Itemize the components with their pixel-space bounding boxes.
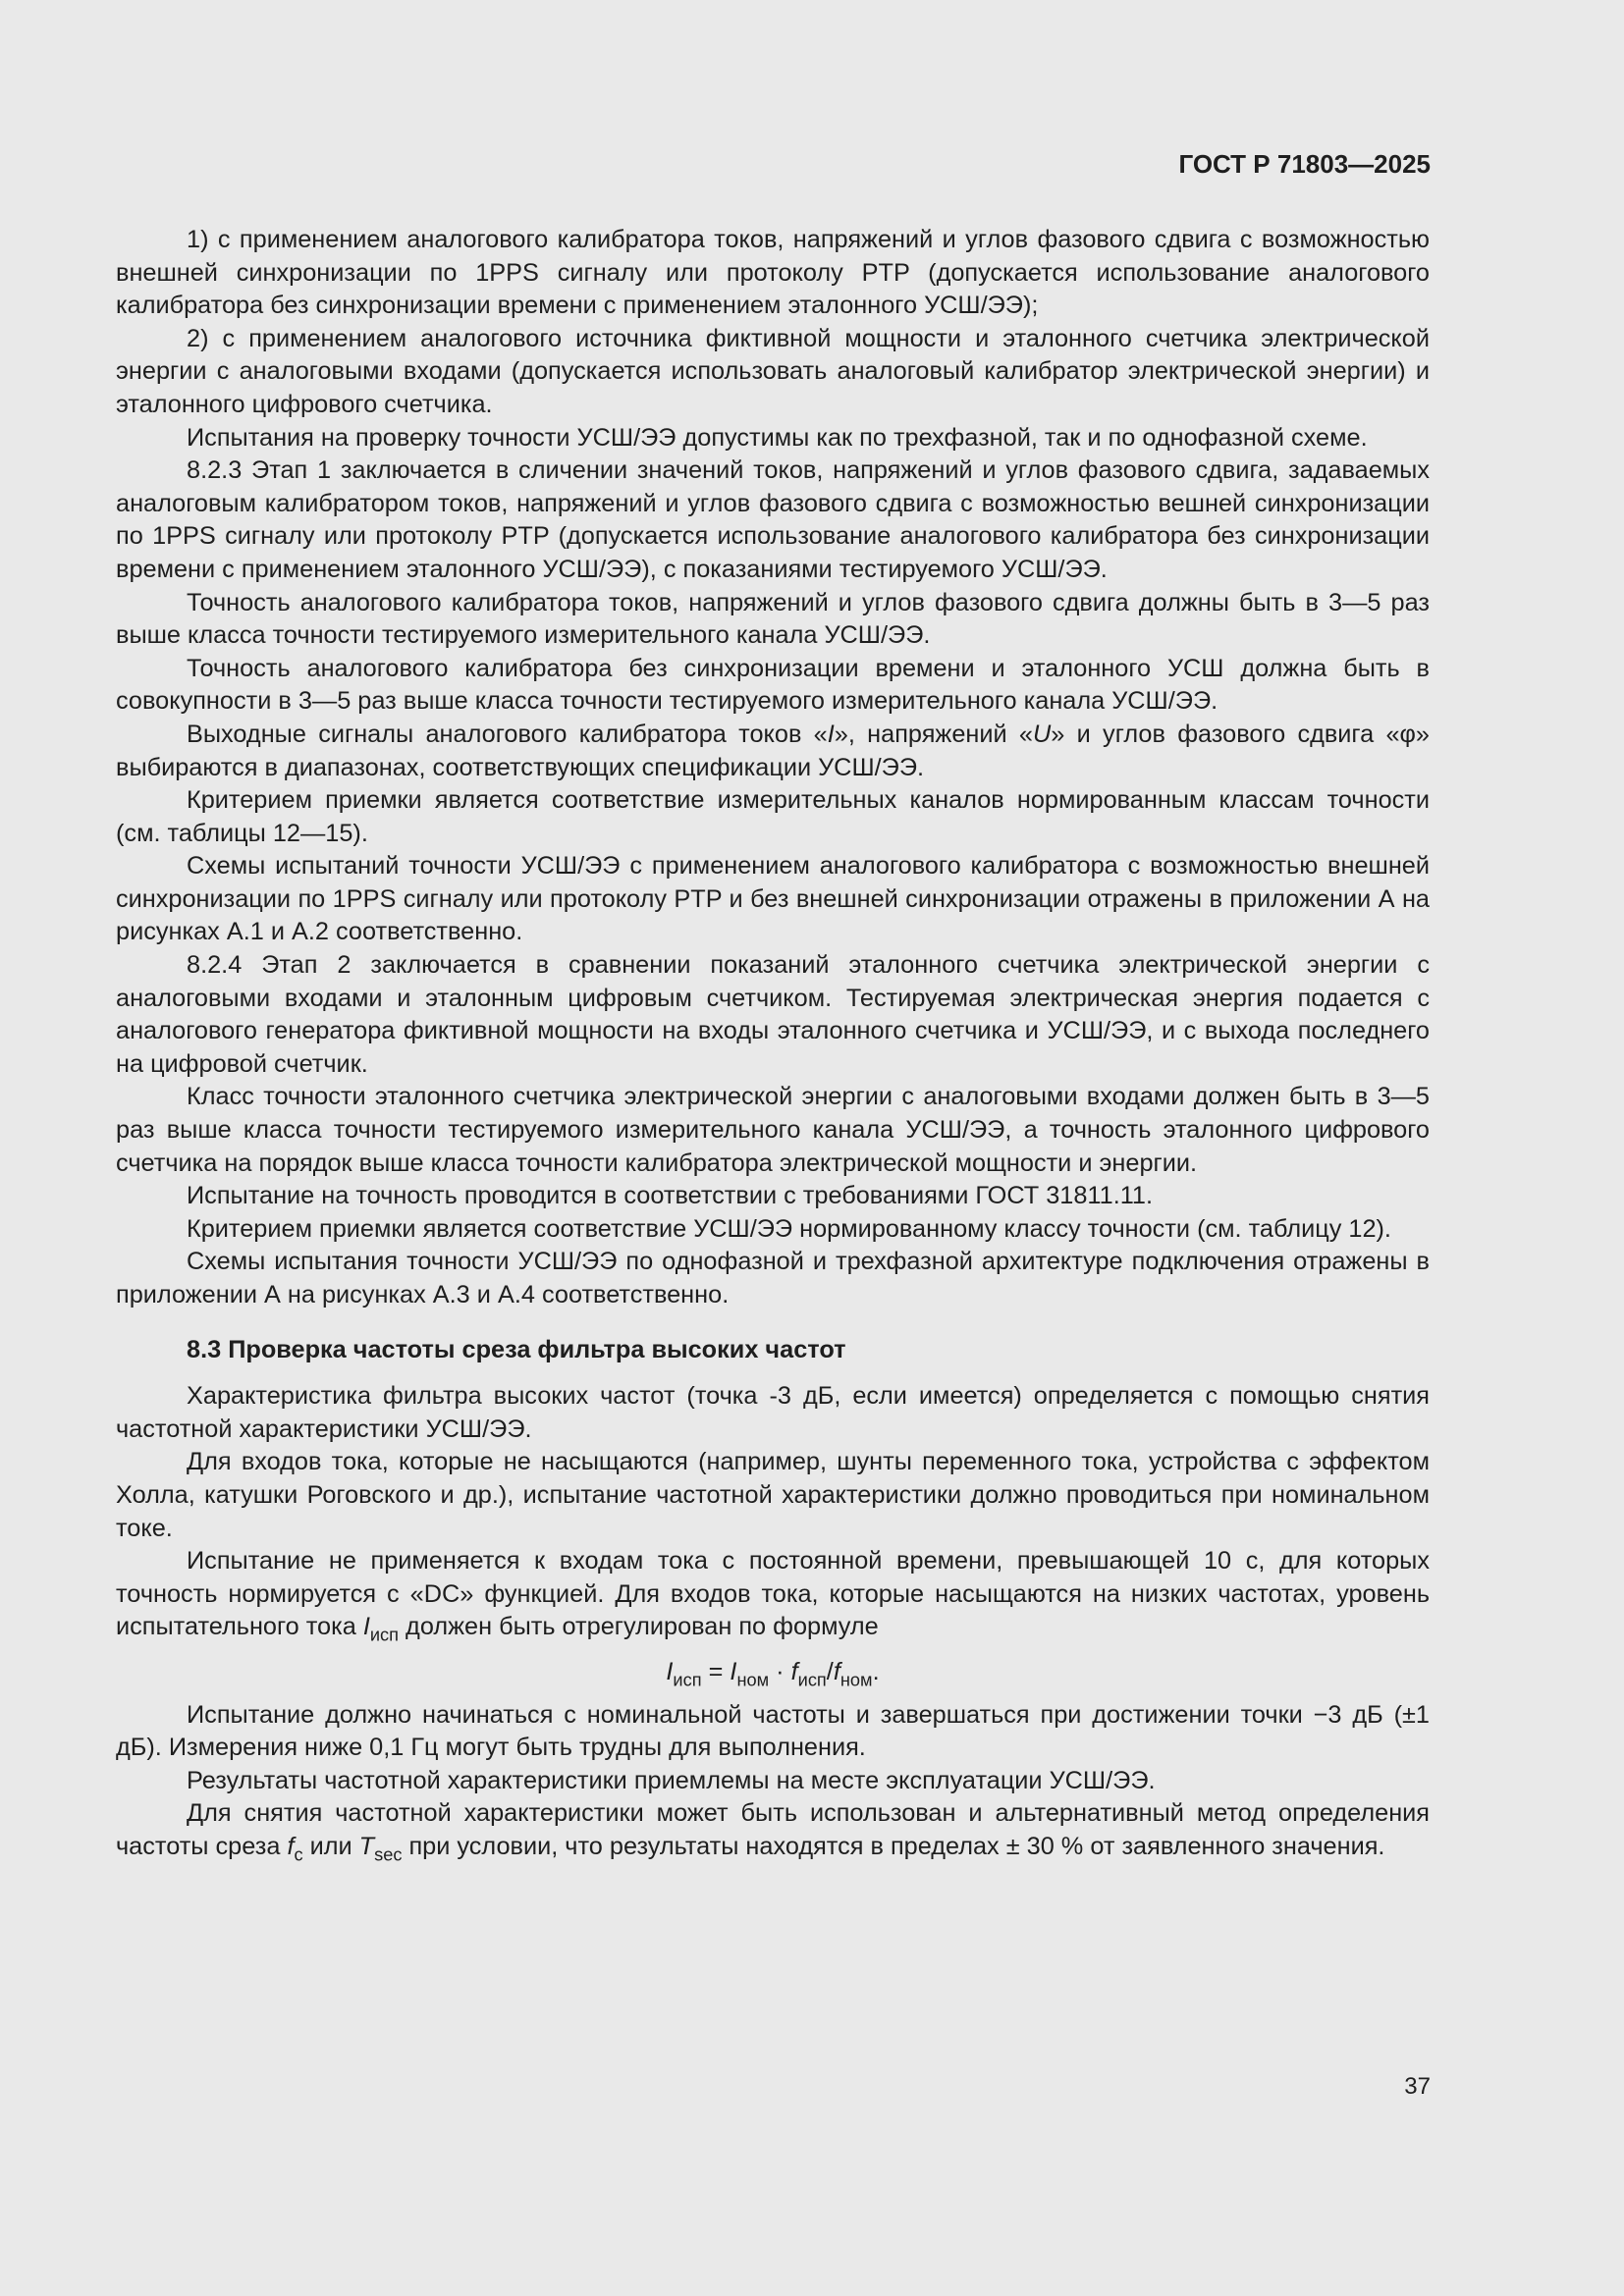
paragraph: Испытание должно начинаться с номинальной частоты и завершаться при достижении точки −3 дБ (±1 дБ). Измерения ниже 0,1 Гц могут быть трудны для выполнения. [116,1700,1430,1762]
paragraph: Результаты частотной характеристики приемлемы на месте эксплуатации УСШ/ЭЭ. [187,1766,1156,1794]
dot: · [769,1657,791,1685]
subscript: ном [839,1670,873,1690]
subscript: с [294,1844,303,1865]
paragraph: Испытания на проверку точности УСШ/ЭЭ допустимы как по трехфазной, так и по однофазной схеме. [187,423,1368,452]
section-heading: 8.3 Проверка частоты среза фильтра высоких частот [187,1335,846,1363]
paragraph: Для входов тока, которые не насыщаются (например, шунты переменного тока, устройства с эффектом Холла, катушки Роговского и др.), испытание частотной характеристики должно проводиться при номинальном токе. [116,1448,1430,1542]
document-id: ГОСТ Р 71803—2025 [1178,149,1431,179]
text: » и углов фазового сдвига «φ» выбираются в диапазонах, соответствующих спецификации УСШ/ЭЭ. [116,720,1430,781]
paragraph: 1) с применением аналогового калибратора токов, напряжений и углов фазового сдвига с возможностью внешней синхронизации по 1PPS сигналу или протоколу PTP (допускается использование аналогового калибратора без синхронизации времени с применением эталонного УСШ/ЭЭ); [116,226,1430,320]
paragraph-alt [116,1797,1430,1863]
subscript: sec [374,1844,403,1865]
paragraph: Критерием приемки является соответствие УСШ/ЭЭ нормированному классу точности (см. таблицу 12). [187,1214,1391,1243]
subscript: исп [673,1670,702,1690]
paragraph: 8.2.4 Этап 2 заключается в сравнении показаний эталонного счетчика электрической энергии с аналоговыми входами и эталонным цифровым счетчиком. Тестируемая электрическая энергия подается с аналогового генератора фиктивной мощности на входы эталонного счетчика и УСШ/ЭЭ, и с выхода последнего на цифровой счетчик. [116,951,1430,1078]
var-i: I [827,720,835,748]
paragraph: Класс точности эталонного счетчика электрической энергии с аналоговыми входами должен быть в 3—5 раз выше класса точности тестируемого измерительного канала УСШ/ЭЭ, а точность эталонного цифрового счетчика на порядок выше класса точности калибратора электрической мощности и энергии. [116,1083,1430,1177]
paragraph: Точность аналогового калибратора токов, напряжений и углов фазового сдвига должны быть в 3—5 раз выше класса точности тестируемого измерительного канала УСШ/ЭЭ. [116,588,1430,650]
paragraph: Испытание на точность проводится в соответствии с требованиями ГОСТ 31811.11. [187,1182,1154,1210]
subscript: исп [797,1670,827,1690]
var-i: I [666,1657,674,1685]
formula [116,1656,1430,1689]
text: Для снятия частотной характеристики может быть использован и альтернативный метод определения частоты среза [116,1799,1430,1860]
period: . [872,1657,880,1685]
text: должен быть отрегулирован по формуле [399,1613,879,1641]
paragraph: Точность аналогового калибратора без синхронизации времени и эталонного УСШ должна быть в совокупности в 3—5 раз выше класса точности тестируемого измерительного канала УСШ/ЭЭ. [116,654,1430,716]
equals: = [701,1657,731,1685]
text: Выходные сигналы аналогового калибратора токов « [187,720,828,748]
var-f: f [790,1657,798,1685]
paragraph: Характеристика фильтра высоких частот (точка -3 дБ, если имеется) определяется с помощью снятия частотной характеристики УСШ/ЭЭ. [116,1382,1430,1443]
paragraph: 8.2.3 Этап 1 заключается в сличении значений токов, напряжений и углов фазового сдвига, задаваемых аналоговым калибратором токов, напряжений и углов фазового сдвига с возможностью вешней синхронизации по 1PPS сигналу или протоколу PTP (допускается использование аналогового калибратора без синхронизации времени с применением эталонного УСШ/ЭЭ), с показаниями тестируемого УСШ/ЭЭ. [116,456,1430,583]
paragraph: 2) с применением аналогового источника фиктивной мощности и эталонного счетчика электрической энергии с аналоговыми входами (допускается использовать аналоговый калибратор электрической энергии) и эталонного цифрового счетчика. [116,324,1430,418]
var-i: I [362,1613,370,1641]
slash: / [826,1657,834,1685]
text: », напряжений « [834,720,1033,748]
var-f: f [287,1832,295,1860]
text: при условии, что результаты находятся в пределах ± 30 % от заявленного значения. [402,1832,1385,1860]
var-f: f [833,1657,840,1685]
page-number: 37 [1404,2073,1431,2100]
var-u: U [1032,720,1052,748]
text: Испытание не применяется к входам тока с постоянной времени, превышающей 10 с, для которых точность нормируется с «DC» функцией. Для входов тока, которые насыщаются на низких частотах, уровень испытательного тока [116,1547,1430,1641]
subscript: исп [369,1625,400,1645]
paragraph-dc [116,1545,1430,1644]
document-body [116,224,1430,1864]
paragraph: Схемы испытания точности УСШ/ЭЭ по однофазной и трехфазной архитектуре подключения отражены в приложении А на рисунках А.3 и А.4 соответственно. [116,1248,1430,1308]
subscript: ном [736,1670,770,1690]
var-t: T [358,1832,375,1860]
paragraph: Критерием приемки является соответствие измерительных каналов нормированным классам точности (см. таблицы 12—15). [116,786,1430,847]
paragraph-signals [116,719,1430,784]
paragraph: Схемы испытаний точности УСШ/ЭЭ с применением аналогового калибратора с возможностью внешней синхронизации по 1PPS сигналу или протоколу PTP и без внешней синхронизации отражены в приложении А на рисунках А.1 и А.2 соответственно. [116,852,1430,946]
text: или [302,1832,359,1860]
var-i: I [730,1657,737,1685]
